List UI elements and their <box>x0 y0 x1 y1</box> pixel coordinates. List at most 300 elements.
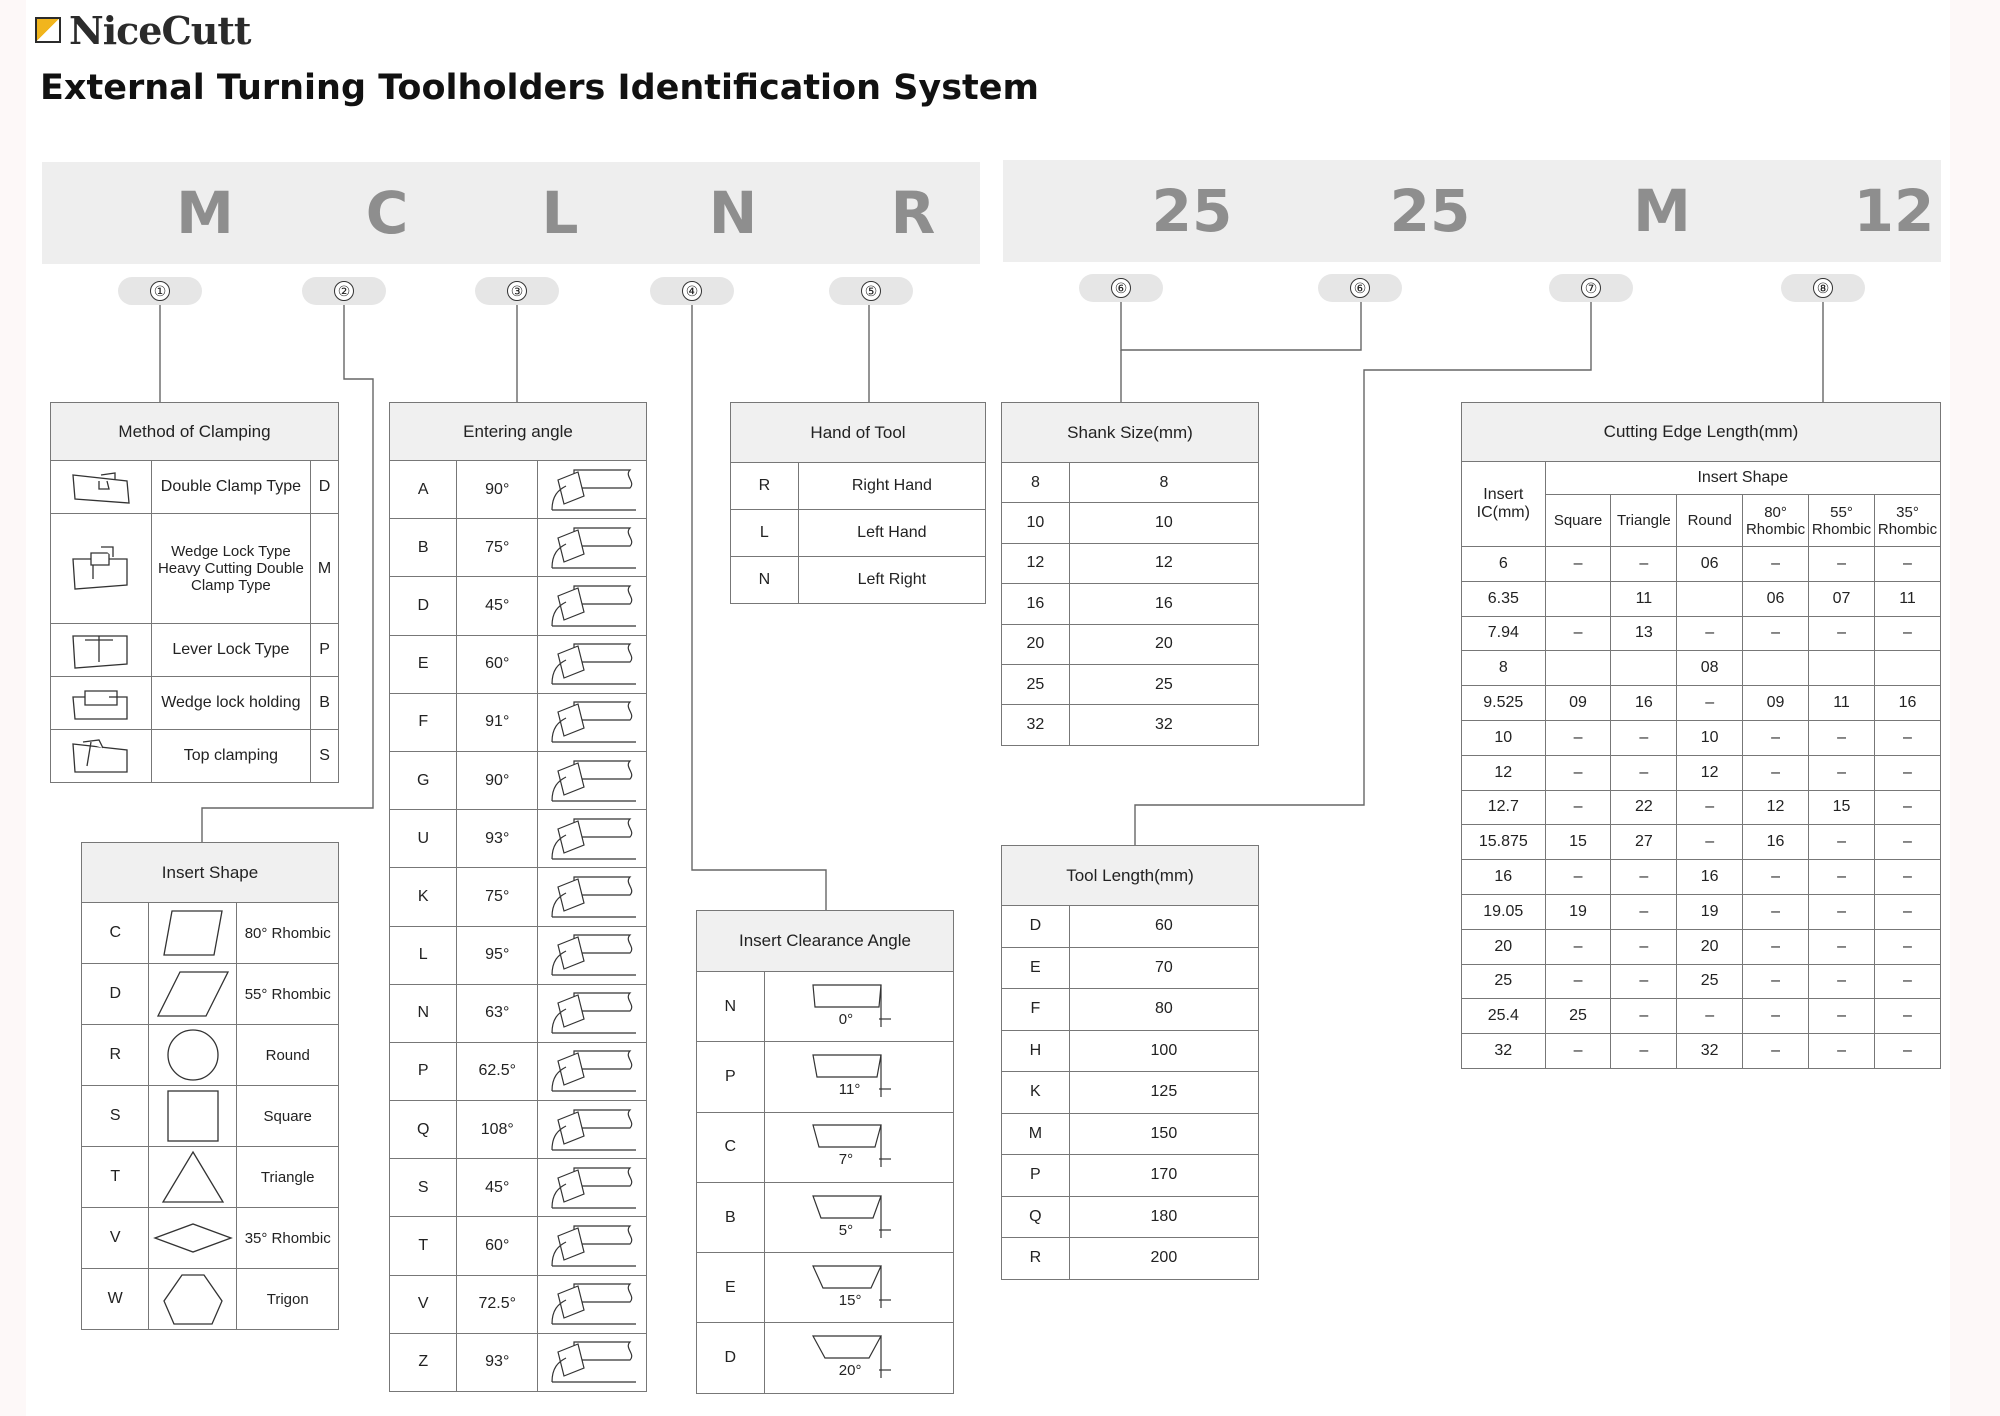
entering-code: U <box>390 810 457 868</box>
edge-length-value: – <box>1875 825 1941 860</box>
clearance-row <box>697 1182 954 1252</box>
cutting-edge-row <box>1462 547 1941 582</box>
edge-length-value: 11 <box>1611 581 1677 616</box>
clearance-cell <box>764 972 953 1042</box>
clearance-header: Insert Clearance Angle <box>697 911 954 972</box>
shank-row-code: 32 <box>1002 705 1070 745</box>
code-band-left <box>42 162 980 264</box>
cutting-edge-row <box>1462 964 1941 999</box>
hand-label: Left Right <box>798 557 985 604</box>
shank-row <box>1002 463 1259 503</box>
cutting-edge-row <box>1462 860 1941 895</box>
edge-length-value <box>1611 651 1677 686</box>
code-letter-5: R <box>890 179 936 247</box>
cutting-edge-row <box>1462 1034 1941 1069</box>
length-row-code: R <box>1002 1238 1070 1280</box>
edge-length-value <box>1875 651 1941 686</box>
insert-shape-table <box>81 842 339 1330</box>
entering-diagram-icon <box>538 1159 647 1217</box>
edge-length-value: – <box>1545 755 1611 790</box>
cutting-edge-row <box>1462 581 1941 616</box>
code-letter-9: 12 <box>1853 177 1935 245</box>
edge-length-value <box>1545 651 1611 686</box>
insert-ic-value: 8 <box>1462 651 1546 686</box>
hand-label: Left Hand <box>798 510 985 557</box>
edge-length-value: 19 <box>1545 894 1611 929</box>
entering-diagram-icon <box>538 1042 647 1100</box>
marker-number: ⑧ <box>1813 278 1833 298</box>
marker-number: ⑥ <box>1111 278 1131 298</box>
edge-length-value: – <box>1809 860 1875 895</box>
shape-code: D <box>82 964 149 1025</box>
hand-header: Hand of Tool <box>731 403 986 463</box>
cutting-edge-row <box>1462 651 1941 686</box>
edge-length-value: – <box>1743 929 1809 964</box>
entering-angle-row <box>390 926 647 984</box>
entering-code: T <box>390 1217 457 1275</box>
marker-pill <box>118 277 202 305</box>
edge-length-value: – <box>1875 1034 1941 1069</box>
entering-diagram-icon <box>538 461 647 519</box>
clearance-diagram-icon <box>799 1049 919 1105</box>
entering-angle-row <box>390 1217 647 1275</box>
code-band-right <box>1003 160 1941 262</box>
cutting-edge-row <box>1462 755 1941 790</box>
entering-diagram-icon <box>538 926 647 984</box>
length-row <box>1002 1238 1259 1280</box>
entering-code: D <box>390 577 457 635</box>
entering-diagram-icon <box>538 577 647 635</box>
edge-length-value: – <box>1809 999 1875 1034</box>
cutting-edge-row <box>1462 999 1941 1034</box>
edge-length-value: – <box>1677 825 1743 860</box>
entering-angle-row <box>390 1042 647 1100</box>
shank-row-code: 10 <box>1002 503 1070 543</box>
logo-mark-icon <box>35 17 61 43</box>
clearance-code: N <box>697 972 765 1042</box>
shank-row-value: 25 <box>1069 664 1258 704</box>
clearance-code: P <box>697 1042 765 1112</box>
edge-length-value: – <box>1743 860 1809 895</box>
entering-diagram-icon <box>538 1275 647 1333</box>
insert-shape-header: Insert Shape <box>82 843 339 903</box>
shape-label: 55° Rhombic <box>237 964 339 1025</box>
entering-angle-row <box>390 1333 647 1391</box>
entering-code: E <box>390 635 457 693</box>
edge-length-value: – <box>1875 860 1941 895</box>
insert-shape-column-header: 35° Rhombic <box>1875 495 1941 547</box>
shape-code: V <box>82 1208 149 1269</box>
length-row-value: 180 <box>1069 1196 1258 1238</box>
clearance-angle-value: 20° <box>838 1362 862 1380</box>
clamp-code: B <box>311 677 339 730</box>
code-letter-1: M <box>176 179 234 247</box>
entering-diagram-icon <box>538 519 647 577</box>
edge-length-value: – <box>1677 616 1743 651</box>
length-row-code: D <box>1002 906 1070 948</box>
shank-row-value: 32 <box>1069 705 1258 745</box>
length-row <box>1002 947 1259 989</box>
edge-length-value: – <box>1611 894 1677 929</box>
clearance-diagram-icon <box>799 1190 919 1246</box>
shank-row-value: 20 <box>1069 624 1258 664</box>
edge-length-value: – <box>1611 860 1677 895</box>
edge-length-value: – <box>1809 929 1875 964</box>
marker-number: ① <box>150 281 170 301</box>
shank-row-code: 20 <box>1002 624 1070 664</box>
edge-length-value: 25 <box>1545 999 1611 1034</box>
edge-length-value: 16 <box>1875 686 1941 721</box>
entering-angle-row <box>390 810 647 868</box>
insert-ic-value: 7.94 <box>1462 616 1546 651</box>
edge-length-value: – <box>1743 964 1809 999</box>
cutting-edge-row <box>1462 894 1941 929</box>
edge-length-value: – <box>1875 929 1941 964</box>
tool-length-table <box>1001 845 1259 1280</box>
insert-ic-value: 6.35 <box>1462 581 1546 616</box>
clearance-code: D <box>697 1323 765 1393</box>
insert-shape-group-header: Insert Shape <box>1545 462 1940 495</box>
edge-length-value: – <box>1875 755 1941 790</box>
code-letter-3: L <box>541 179 579 247</box>
edge-length-value: 11 <box>1875 581 1941 616</box>
code-letter-6: 25 <box>1151 177 1233 245</box>
shank-row-value: 16 <box>1069 584 1258 624</box>
edge-length-value: 06 <box>1677 547 1743 582</box>
clearance-cell <box>764 1253 953 1323</box>
clamp-code: M <box>311 514 339 624</box>
entering-angle-row <box>390 984 647 1042</box>
marker-number: ⑤ <box>861 281 881 301</box>
insert-ic-value: 20 <box>1462 929 1546 964</box>
entering-diagram-icon <box>538 1333 647 1391</box>
length-row <box>1002 1196 1259 1238</box>
shank-size-table <box>1001 402 1259 746</box>
cutting-edge-row <box>1462 616 1941 651</box>
shape-code: S <box>82 1086 149 1147</box>
shank-row <box>1002 503 1259 543</box>
edge-length-value: – <box>1545 1034 1611 1069</box>
edge-length-value: – <box>1611 964 1677 999</box>
wedge-lock-icon <box>51 514 152 624</box>
edge-length-value <box>1545 581 1611 616</box>
edge-length-value: – <box>1875 999 1941 1034</box>
insert-shape-column-header: Square <box>1545 495 1611 547</box>
marker-number: ③ <box>507 281 527 301</box>
edge-length-value: – <box>1545 964 1611 999</box>
edge-length-value: – <box>1875 720 1941 755</box>
clearance-diagram-icon <box>799 1330 919 1386</box>
clearance-row <box>697 972 954 1042</box>
entering-diagram-icon <box>538 635 647 693</box>
length-row-value: 200 <box>1069 1238 1258 1280</box>
code-letter-7: 25 <box>1389 177 1471 245</box>
cutting-edge-header: Cutting Edge Length(mm) <box>1462 403 1941 462</box>
entering-code: A <box>390 461 457 519</box>
clearance-angle-value: 5° <box>838 1221 854 1239</box>
clamping-table <box>50 402 339 783</box>
brand-logo <box>35 7 251 53</box>
hand-code: L <box>731 510 799 557</box>
edge-length-value: 12 <box>1743 790 1809 825</box>
edge-length-value: 15 <box>1809 790 1875 825</box>
page-title: External Turning Toolholders Identification System <box>40 68 1039 108</box>
edge-length-value: – <box>1743 894 1809 929</box>
shank-row-value: 10 <box>1069 503 1258 543</box>
edge-length-value: 08 <box>1677 651 1743 686</box>
length-row-value: 60 <box>1069 906 1258 948</box>
edge-length-value: 12 <box>1677 755 1743 790</box>
shape-code: R <box>82 1025 149 1086</box>
edge-length-value: 11 <box>1809 686 1875 721</box>
shank-row-value: 12 <box>1069 543 1258 583</box>
entering-angle-value: 93° <box>457 810 538 868</box>
entering-code: S <box>390 1159 457 1217</box>
clearance-angle-table <box>696 910 954 1394</box>
edge-length-value: 16 <box>1743 825 1809 860</box>
clamp-label: Double Clamp Type <box>151 461 310 514</box>
entering-code: N <box>390 984 457 1042</box>
length-row-code: E <box>1002 947 1070 989</box>
clamp-code: P <box>311 624 339 677</box>
length-row <box>1002 1113 1259 1155</box>
edge-length-value: – <box>1611 1034 1677 1069</box>
length-row-code: M <box>1002 1113 1070 1155</box>
entering-code: Z <box>390 1333 457 1391</box>
marker-number: ④ <box>682 281 702 301</box>
insert-ic-value: 12 <box>1462 755 1546 790</box>
entering-angle-row <box>390 461 647 519</box>
marker-pill <box>650 277 734 305</box>
length-row-value: 100 <box>1069 1030 1258 1072</box>
length-row <box>1002 1072 1259 1114</box>
entering-code: P <box>390 1042 457 1100</box>
edge-length-value: – <box>1809 616 1875 651</box>
square-icon <box>149 1086 237 1147</box>
entering-code: F <box>390 693 457 751</box>
insert-ic-value: 12.7 <box>1462 790 1546 825</box>
edge-length-value: – <box>1809 1034 1875 1069</box>
marker-number: ⑥ <box>1350 278 1370 298</box>
entering-diagram-icon <box>538 868 647 926</box>
edge-length-value: 16 <box>1611 686 1677 721</box>
edge-length-value: 06 <box>1743 581 1809 616</box>
insert-shape-column-header: 55° Rhombic <box>1809 495 1875 547</box>
edge-length-value: – <box>1611 547 1677 582</box>
edge-length-value <box>1809 651 1875 686</box>
shank-row-code: 12 <box>1002 543 1070 583</box>
entering-angle-row <box>390 1101 647 1159</box>
entering-angle-row <box>390 693 647 751</box>
code-letter-2: C <box>365 179 409 247</box>
hand-code: R <box>731 463 799 510</box>
edge-length-value: 13 <box>1611 616 1677 651</box>
insert-ic-value: 25 <box>1462 964 1546 999</box>
cutting-edge-row <box>1462 790 1941 825</box>
edge-length-value <box>1677 581 1743 616</box>
rhombic-55-icon <box>149 964 237 1025</box>
edge-length-value: – <box>1611 929 1677 964</box>
entering-angle-row <box>390 519 647 577</box>
entering-angle-value: 60° <box>457 1217 538 1275</box>
round-icon <box>149 1025 237 1086</box>
clearance-cell <box>764 1042 953 1112</box>
clearance-angle-value: 7° <box>838 1151 854 1169</box>
lever-lock-icon <box>51 624 152 677</box>
edge-length-value: – <box>1677 999 1743 1034</box>
shank-row <box>1002 624 1259 664</box>
shape-label: Trigon <box>237 1269 339 1330</box>
entering-angle-value: 62.5° <box>457 1042 538 1100</box>
marker-pill <box>1079 274 1163 302</box>
clamp-label: Wedge Lock Type Heavy Cutting Double Clamp Type <box>151 514 310 624</box>
entering-angle-row <box>390 1159 647 1217</box>
entering-diagram-icon <box>538 984 647 1042</box>
entering-code: K <box>390 868 457 926</box>
length-row-value: 125 <box>1069 1072 1258 1114</box>
entering-code: L <box>390 926 457 984</box>
edge-length-value: 32 <box>1677 1034 1743 1069</box>
edge-length-value: – <box>1545 547 1611 582</box>
entering-angle-value: 95° <box>457 926 538 984</box>
trigon-icon <box>149 1269 237 1330</box>
length-row-value: 150 <box>1069 1113 1258 1155</box>
entering-angle-row <box>390 577 647 635</box>
entering-angle-value: 45° <box>457 577 538 635</box>
edge-length-value: – <box>1809 547 1875 582</box>
insert-shape-column-header: Round <box>1677 495 1743 547</box>
edge-length-value <box>1743 651 1809 686</box>
edge-length-value: 27 <box>1611 825 1677 860</box>
clearance-angle-value: 15° <box>838 1291 862 1309</box>
edge-length-value: 09 <box>1545 686 1611 721</box>
length-row-code: P <box>1002 1155 1070 1197</box>
shank-row <box>1002 543 1259 583</box>
shank-header: Shank Size(mm) <box>1002 403 1259 463</box>
clearance-cell <box>764 1112 953 1182</box>
clearance-row <box>697 1323 954 1393</box>
insert-ic-value: 32 <box>1462 1034 1546 1069</box>
edge-length-value: – <box>1545 860 1611 895</box>
hand-label: Right Hand <box>798 463 985 510</box>
length-row <box>1002 906 1259 948</box>
length-row-value: 170 <box>1069 1155 1258 1197</box>
shank-row-code: 8 <box>1002 463 1070 503</box>
entering-angle-value: 63° <box>457 984 538 1042</box>
edge-length-value: – <box>1743 1034 1809 1069</box>
length-row <box>1002 989 1259 1031</box>
shape-label: Round <box>237 1025 339 1086</box>
entering-angle-value: 60° <box>457 635 538 693</box>
length-row-value: 80 <box>1069 989 1258 1031</box>
entering-angle-value: 45° <box>457 1159 538 1217</box>
hand-of-tool-table <box>730 402 986 604</box>
edge-length-value: – <box>1875 964 1941 999</box>
insert-ic-value: 6 <box>1462 547 1546 582</box>
entering-diagram-icon <box>538 693 647 751</box>
clearance-diagram-icon <box>799 979 919 1035</box>
length-row-value: 70 <box>1069 947 1258 989</box>
clearance-cell <box>764 1323 953 1393</box>
clearance-row <box>697 1042 954 1112</box>
marker-pill <box>1781 274 1865 302</box>
brand-name: NiceCutt <box>69 7 251 53</box>
marker-pill <box>302 277 386 305</box>
marker-number: ② <box>334 281 354 301</box>
entering-angle-value: 75° <box>457 519 538 577</box>
edge-length-value: 22 <box>1611 790 1677 825</box>
shape-code: T <box>82 1147 149 1208</box>
edge-length-value: – <box>1875 790 1941 825</box>
shank-row <box>1002 664 1259 704</box>
edge-length-value: – <box>1743 755 1809 790</box>
length-row-code: F <box>1002 989 1070 1031</box>
clearance-diagram-icon <box>799 1119 919 1175</box>
entering-angle-value: 72.5° <box>457 1275 538 1333</box>
entering-angle-value: 75° <box>457 868 538 926</box>
entering-angle-value: 108° <box>457 1101 538 1159</box>
clamp-code: D <box>311 461 339 514</box>
edge-length-value: – <box>1677 790 1743 825</box>
edge-length-value: – <box>1545 616 1611 651</box>
length-row <box>1002 1155 1259 1197</box>
tool-length-header: Tool Length(mm) <box>1002 846 1259 906</box>
clamp-label: Wedge lock holding <box>151 677 310 730</box>
clearance-code: B <box>697 1182 765 1252</box>
clamping-header: Method of Clamping <box>51 403 339 461</box>
insert-ic-value: 9.525 <box>1462 686 1546 721</box>
shape-code: W <box>82 1269 149 1330</box>
clearance-angle-value: 11° <box>838 1080 861 1098</box>
clearance-code: E <box>697 1253 765 1323</box>
clearance-diagram-icon <box>799 1260 919 1316</box>
edge-length-value: – <box>1743 616 1809 651</box>
edge-length-value: – <box>1809 825 1875 860</box>
entering-diagram-icon <box>538 751 647 809</box>
shank-row <box>1002 705 1259 745</box>
rhombic-80-icon <box>149 903 237 964</box>
shank-row <box>1002 584 1259 624</box>
cutting-edge-row <box>1462 686 1941 721</box>
edge-length-value: – <box>1545 720 1611 755</box>
shape-label: Triangle <box>237 1147 339 1208</box>
edge-length-value: – <box>1875 547 1941 582</box>
length-row-code: K <box>1002 1072 1070 1114</box>
edge-length-value: – <box>1875 616 1941 651</box>
edge-length-value: 09 <box>1743 686 1809 721</box>
insert-shape-column-header: Triangle <box>1611 495 1677 547</box>
wedge-holding-icon <box>51 677 152 730</box>
cutting-edge-row <box>1462 929 1941 964</box>
edge-length-value: – <box>1611 720 1677 755</box>
clearance-angle-value: 0° <box>838 1010 854 1028</box>
edge-length-value: – <box>1611 999 1677 1034</box>
marker-pill <box>1318 274 1402 302</box>
edge-length-value: – <box>1743 720 1809 755</box>
entering-angle-header: Entering angle <box>390 403 647 461</box>
entering-angle-row <box>390 635 647 693</box>
length-row-code: H <box>1002 1030 1070 1072</box>
code-letter-8: M <box>1633 177 1691 245</box>
insert-ic-value: 16 <box>1462 860 1546 895</box>
edge-length-value: 10 <box>1677 720 1743 755</box>
entering-angle-value: 93° <box>457 1333 538 1391</box>
entering-angle-value: 91° <box>457 693 538 751</box>
length-row <box>1002 1030 1259 1072</box>
edge-length-value: – <box>1809 894 1875 929</box>
edge-length-value: – <box>1677 686 1743 721</box>
shank-row-code: 16 <box>1002 584 1070 624</box>
